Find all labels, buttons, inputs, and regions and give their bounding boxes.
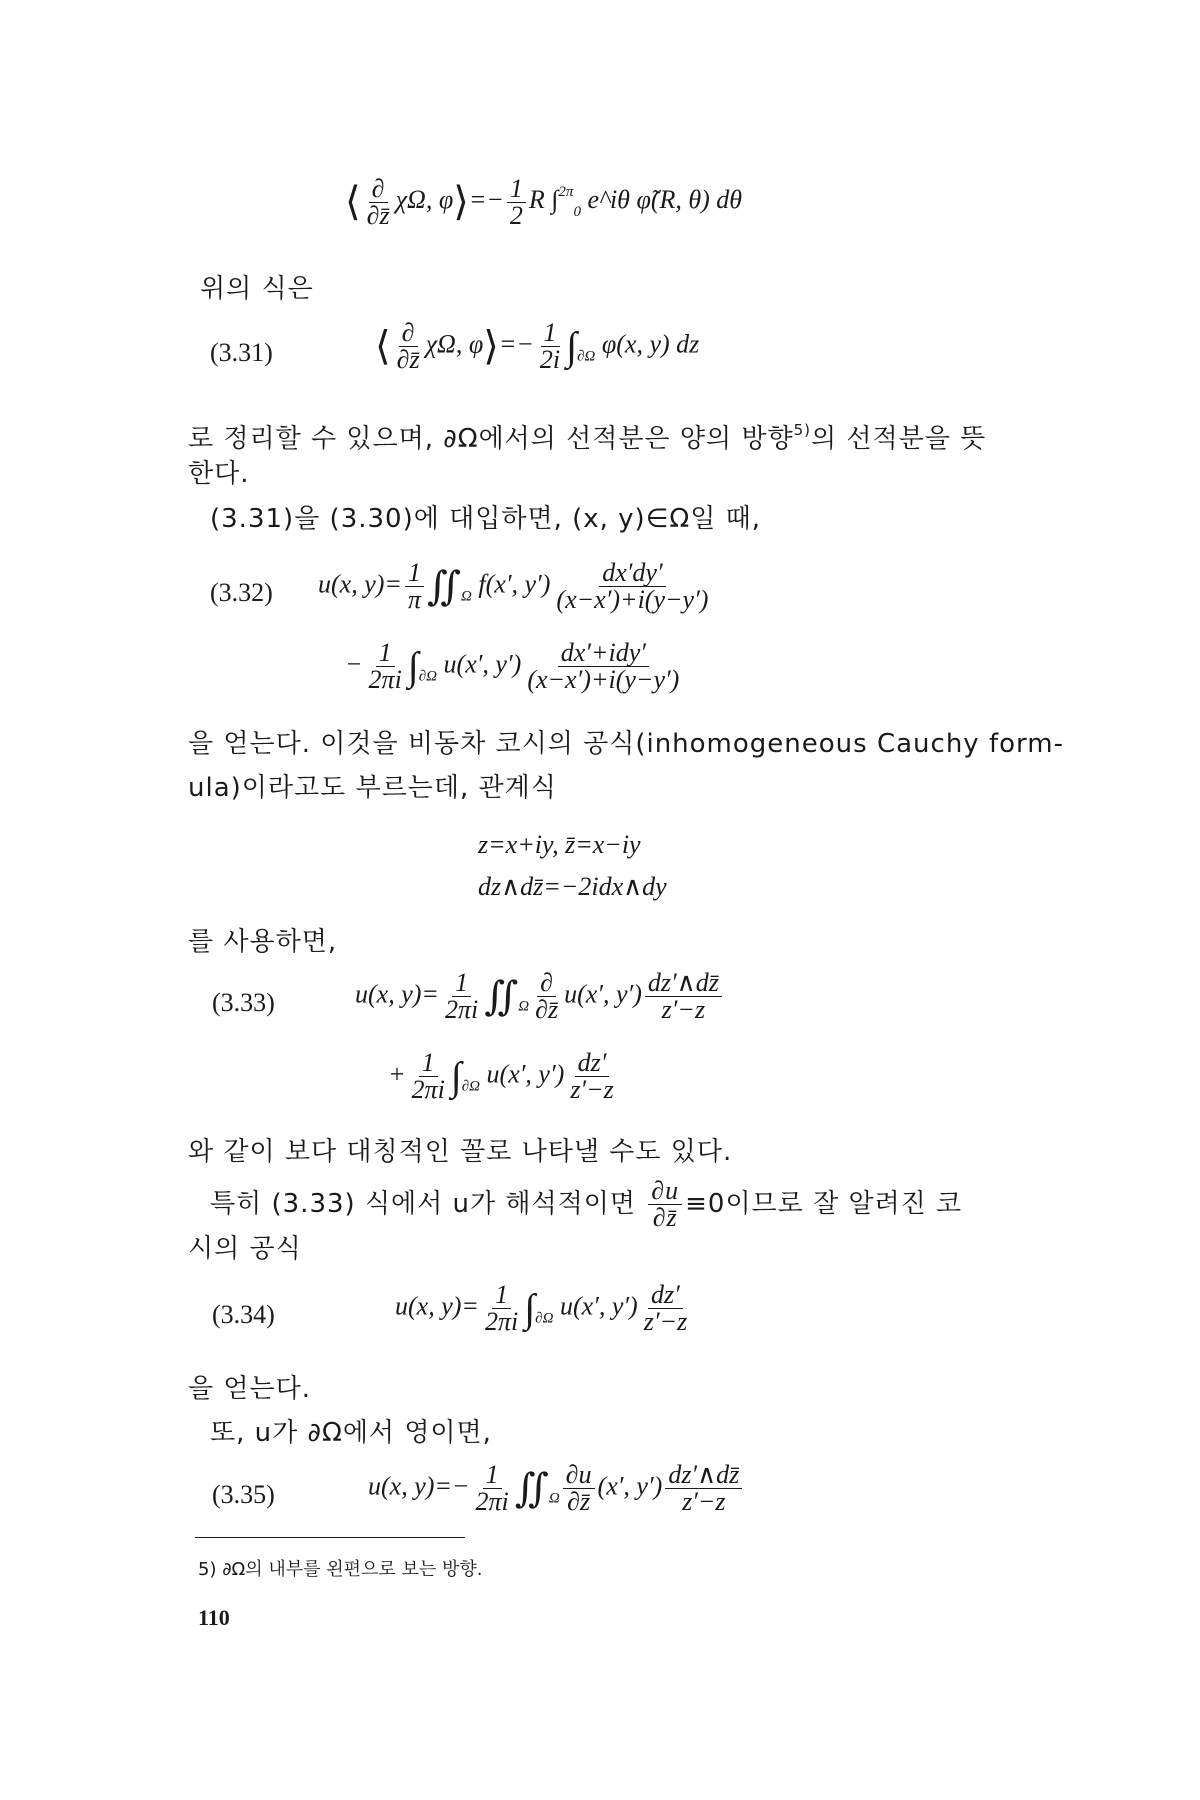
paragraph: 로 정리할 수 있으며, ∂Ω에서의 선적분은 양의 방향$^{5)}$의 선적분을 뜻 [188, 421, 987, 454]
paragraph: 특히 (3.33) 식에서 u가 해석적이면 $\frac{\partial u}{\partial z̄}$ ≡0이므로 잘 알려진 코 [210, 1176, 963, 1232]
paragraph: 또, u가 ∂Ω에서 영이면, [210, 1418, 492, 1448]
paragraph: 위의 식은 [200, 274, 314, 304]
paragraph: 와 같이 보다 대칭적인 꼴로 나타낼 수도 있다. [188, 1137, 733, 1167]
fraction: $\frac{\partial}{\partial z̄}$ [366, 173, 390, 230]
fraction: $\frac{dz'}{z'-z}$ [570, 1048, 614, 1104]
paragraph: 을 얻는다. 이것을 비동차 코시의 공식(inhomogeneous Cauchy form- [188, 729, 1064, 759]
fraction: $\frac{dx'dy'}{(x-x')+i(y-y')}$ [556, 558, 709, 614]
relation-2: dz∧dz̄=−2idx∧dy [478, 872, 667, 901]
fraction: $\frac{dz'}{z'-z}$ [643, 1280, 688, 1336]
fraction: $\frac{\partial u}{\partial z̄}$ [648, 1178, 682, 1231]
equation-label: (3.33) [212, 988, 275, 1017]
fraction: $\frac{\partial u}{\partial z̄}$ [563, 1462, 595, 1515]
equation-label: (3.31) [210, 338, 273, 367]
fraction: $\frac{1}{2i}$ [539, 318, 561, 374]
equation-3-34: u(x, y)= $\frac{1}{2\pi i}$ $\int_{\partial\Omega}$ u(x′, y′) $\frac{dz'}{z'-z}$ [395, 1282, 693, 1335]
equation-3-33-line-1: u(x, y)= $\frac{1}{2\pi i}$ $∬_\Omega$ $\frac{\partial}{\partial z̄}$ u(x′, y′) $\frac{dz'\wedge dz̄}{z'-z}$ [355, 970, 725, 1023]
fraction: $\frac{1}{2\pi i}$ [444, 968, 479, 1024]
equation-3-33-line-2: + $\frac{1}{2\pi i}$ $\int_{\partial\Omega}$ u(x′, y′) $\frac{dz'}{z'-z}$ [388, 1050, 620, 1103]
fraction: $\frac{dz'\wedge dz̄}{z'-z}$ [665, 1462, 742, 1515]
equation-label: (3.34) [212, 1300, 275, 1329]
paragraph: (3.31)을 (3.30)에 대입하면, (x, y)∈Ω일 때, [210, 504, 761, 534]
equation-3-31: ⟨ $\frac{\partial}{\partial z̄}$ χΩ, φ⟩=− $\frac{1}{2i}$ $\int_{\partial\Omega}$ φ(x, y) dz [375, 318, 700, 374]
paragraph: 시의 공식 [188, 1234, 302, 1264]
equation-3-32-line-1: u(x, y)= $\frac{1}{\pi}$ $∬_\Omega$ f(x′, y′) $\frac{dx'dy'}{(x-x')+i(y-y')}$ [318, 560, 714, 613]
equation-3-32-line-2: − $\frac{1}{2\pi i}$ $\int_{\partial\Omega}$ u(x′, y′) $\frac{\text{dx′+idy′}}{(x-x')+i(y-y')}$ [345, 640, 685, 693]
footnote-divider [195, 1537, 465, 1538]
paragraph: 을 얻는다. [188, 1374, 311, 1404]
equation-unnumbered: ⟨ $\frac{\partial}{\partial z̄}$ χΩ, φ⟩=− $\frac{1}{2}$ R ∫$^{2\pi}_0$ e^iθ φ̃(R, θ) dθ [345, 173, 743, 230]
fraction: $\frac{1}{\pi}$ [405, 560, 424, 613]
equation-label: (3.32) [210, 578, 273, 607]
fraction: $\frac{1}{2\pi i}$ [484, 1280, 519, 1336]
page-number: 110 [198, 1605, 230, 1630]
footnote: 5) ∂Ω의 내부를 왼편으로 보는 방향. [198, 1559, 483, 1580]
footnote-reference: 5) [793, 421, 812, 439]
paragraph: 를 사용하면, [188, 927, 338, 957]
relation-1: z=x+iy, z̄=x−iy [478, 830, 641, 859]
paragraph: 한다. [188, 459, 250, 489]
fraction: $\frac{1}{2\pi i}$ [368, 638, 402, 694]
equation-label: (3.35) [212, 1480, 275, 1509]
fraction: $\frac{\text{dx′+idy′}}{(x-x')+i(y-y')}$ [527, 638, 680, 694]
fraction: $\frac{\partial}{\partial z̄}$ [396, 318, 420, 374]
fraction: $\frac{1}{2}$ [507, 176, 526, 229]
fraction: $\frac{dz'\wedge dz̄}{z'-z}$ [645, 970, 722, 1023]
fraction: $\frac{1}{2\pi i}$ [411, 1048, 445, 1104]
paragraph: ula)이라고도 부르는데, 관계식 [188, 773, 557, 803]
fraction: $\frac{1}{2\pi i}$ [475, 1460, 509, 1516]
fraction: $\frac{\partial}{\partial z̄}$ [535, 968, 559, 1024]
equation-3-35: u(x, y)=− $\frac{1}{2\pi i}$ $∬_\Omega$ $\frac{\partial u}{\partial z̄}$ (x′, y′) $\frac{dz'\wedge dz̄}{z'-z}$ [368, 1462, 745, 1515]
